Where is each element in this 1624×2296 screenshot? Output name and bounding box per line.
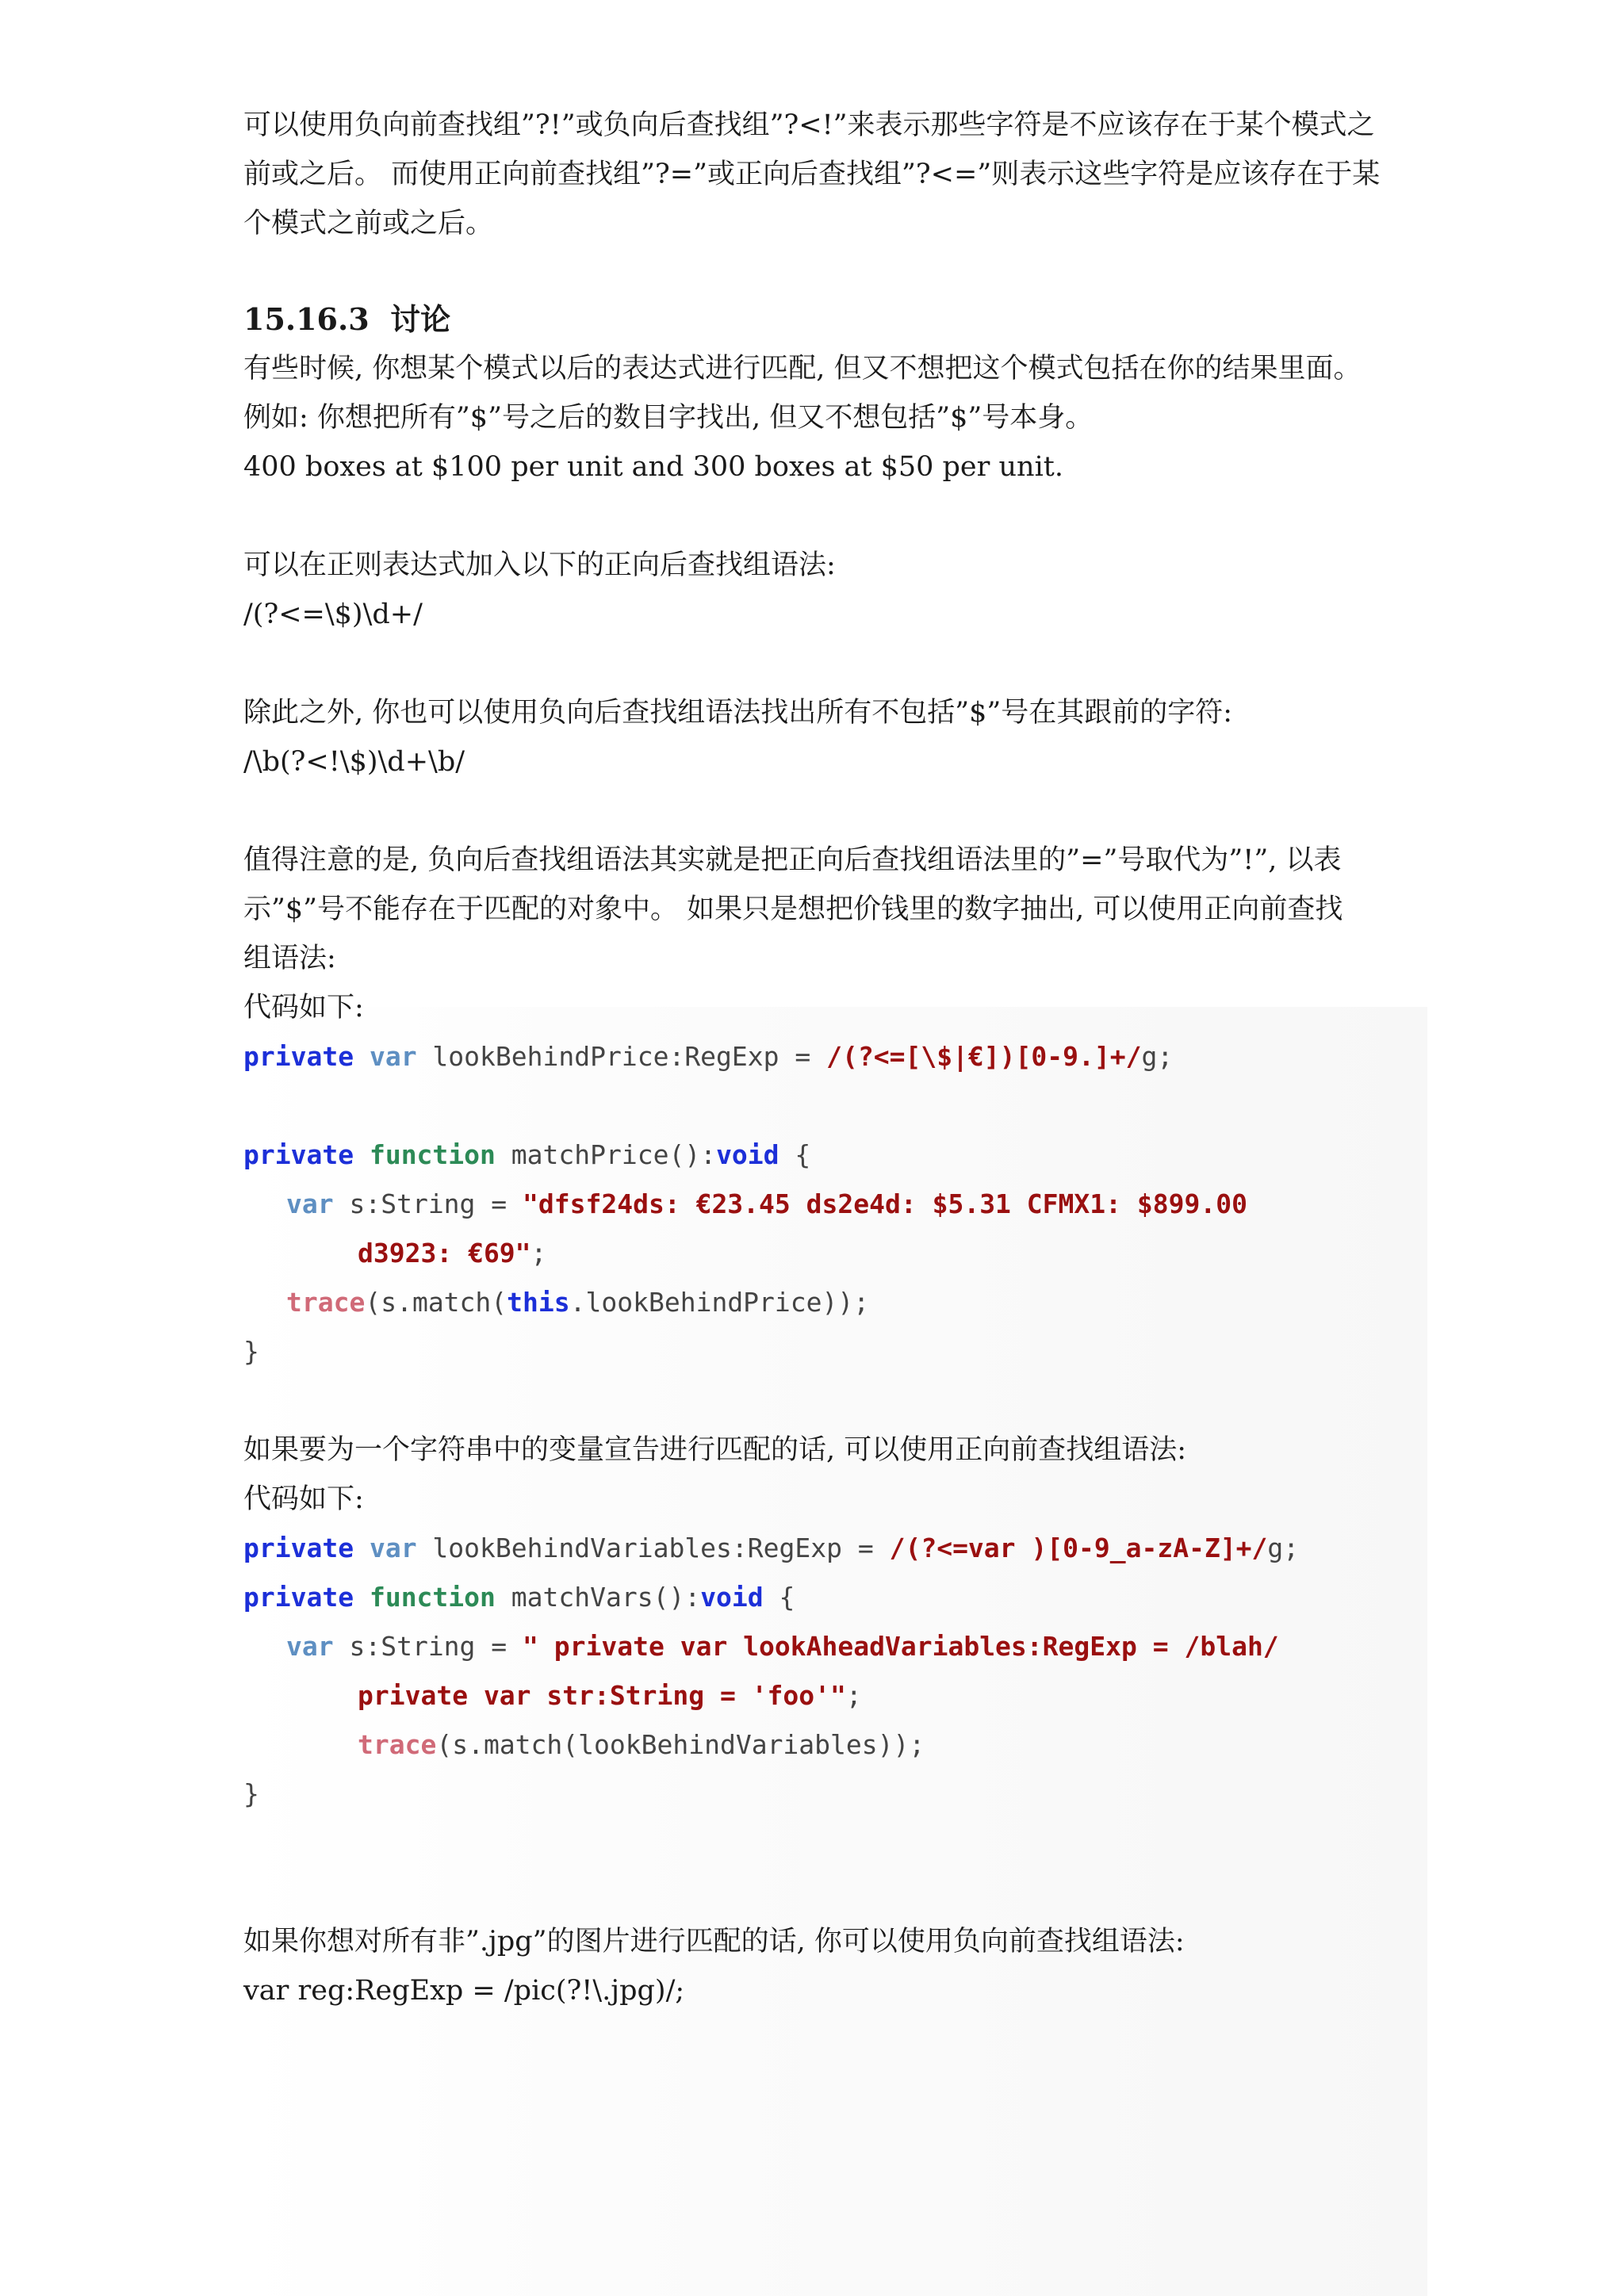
code1-line-3 (286, 1180, 1247, 1229)
statement-end: ; (845, 1680, 862, 1711)
string-literal: d3923: €69" (358, 1238, 531, 1269)
code-label-1: 代码如下: (243, 992, 364, 1024)
jpg-code: var reg:RegExp = /pic(?!\.jpg)/; (243, 1975, 685, 2007)
lookbehind-regex: /(?<=\$)\d+/ (243, 599, 423, 630)
note-line-3: 组语法: (243, 943, 336, 974)
regex-flag: g; (1267, 1533, 1300, 1563)
string-literal: private var str:String = 'foo'" (358, 1680, 846, 1711)
open-brace: { (779, 1139, 811, 1170)
intro-line-2: 前或之后。 而使用正向前查找组”?=”或正向后查找组”?<=”则表示这些字符是应该存在于某 (243, 159, 1381, 190)
code-label-2: 代码如下: (243, 1483, 364, 1515)
keyword-var: var (286, 1188, 334, 1219)
keyword-var: var (369, 1533, 417, 1563)
code1-line-1 (243, 1032, 1173, 1081)
vars-intro: 如果要为一个字符串中的变量宣告进行匹配的话, 可以使用正向前查找组语法: (243, 1434, 1187, 1466)
note-line-2: 示”$”号不能存在于匹配的对象中。 如果只是想把价钱里的数字抽出, 可以使用正向前查找 (243, 894, 1343, 925)
discussion-line-2: 例如: 你想把所有”$”号之后的数目字找出, 但又不想包括”$”号本身。 (243, 402, 1094, 434)
keyword-var: var (369, 1041, 417, 1072)
negative-intro: 除此之外, 你也可以使用负向后查找组语法找出所有不包括”$”号在其跟前的字符: (243, 697, 1233, 729)
open-brace: { (763, 1582, 795, 1613)
keyword-private: private (243, 1041, 354, 1072)
example-sentence: 400 boxes at $100 per unit and 300 boxes at $50 per unit. (243, 451, 1063, 483)
code2-line-5 (358, 1720, 925, 1770)
keyword-private: private (243, 1582, 354, 1613)
keyword-private: private (243, 1139, 354, 1170)
discussion-line-1: 有些时候, 你想某个模式以后的表达式进行匹配, 但又不想把这个模式包括在你的结果里面。 (243, 353, 1362, 385)
code1-line-4 (358, 1229, 546, 1278)
trace-call: trace (286, 1287, 366, 1318)
lookbehind-intro: 可以在正则表达式加入以下的正向后查找组语法: (243, 549, 836, 581)
negative-regex: /\b(?<!\$)\d+\b/ (243, 746, 465, 778)
function-signature: matchPrice(): (495, 1139, 717, 1170)
note-line-1: 值得注意的是, 负向后查找组语法其实就是把正向后查找组语法里的”=”号取代为”!”, 以表 (243, 844, 1342, 876)
code1-line-6: } (243, 1336, 259, 1367)
regex-flag: g; (1141, 1041, 1174, 1072)
section-heading (243, 295, 450, 344)
code2-line-1 (243, 1524, 1299, 1573)
trace-call: trace (358, 1729, 437, 1760)
code1-line-2 (243, 1131, 810, 1180)
intro-line-1: 可以使用负向前查找组”?!”或负向后查找组”?<!”来表示那些字符是不应该存在于某个模式之 (243, 109, 1375, 141)
keyword-function: function (369, 1582, 496, 1613)
code-call-rest: .lookBehindPrice)); (569, 1287, 870, 1318)
keyword-this: this (507, 1287, 570, 1318)
code-declaration: lookBehindVariables:RegExp = (416, 1533, 890, 1563)
regex-literal: /(?<=var )[0-9_a-zA-Z]+/ (889, 1533, 1268, 1563)
code2-line-6: } (243, 1778, 259, 1809)
intro-line-3: 个模式之前或之后。 (243, 208, 494, 239)
statement-end: ; (530, 1238, 547, 1269)
keyword-void: void (700, 1582, 764, 1613)
code2-line-3 (286, 1622, 1279, 1671)
keyword-var: var (286, 1631, 334, 1662)
code2-line-4 (358, 1671, 862, 1720)
section-number: 15.16.3 (243, 301, 370, 337)
string-literal: "dfsf24ds: €23.45 ds2e4d: $5.31 CFMX1: $899.00 (523, 1188, 1247, 1219)
code-call-rest: (s.match(lookBehindVariables)); (436, 1729, 925, 1760)
string-literal: " private var lookAheadVariables:RegExp = /blah/ (523, 1631, 1279, 1662)
keyword-function: function (369, 1139, 496, 1170)
code-call: (s.match( (365, 1287, 508, 1318)
code1-line-5 (286, 1278, 869, 1327)
code-declaration: s:String = (333, 1188, 523, 1219)
jpg-intro: 如果你想对所有非”.jpg”的图片进行匹配的话, 你可以使用负向前查找组语法: (243, 1926, 1185, 1957)
keyword-private: private (243, 1533, 354, 1563)
code-declaration: lookBehindPrice:RegExp = (416, 1041, 827, 1072)
section-title: 讨论 (390, 301, 451, 337)
regex-literal: /(?<=[\$|€])[0-9.]+/ (826, 1041, 1142, 1072)
code2-line-2 (243, 1573, 795, 1622)
code-declaration: s:String = (333, 1631, 523, 1662)
function-signature: matchVars(): (495, 1582, 701, 1613)
keyword-void: void (716, 1139, 779, 1170)
